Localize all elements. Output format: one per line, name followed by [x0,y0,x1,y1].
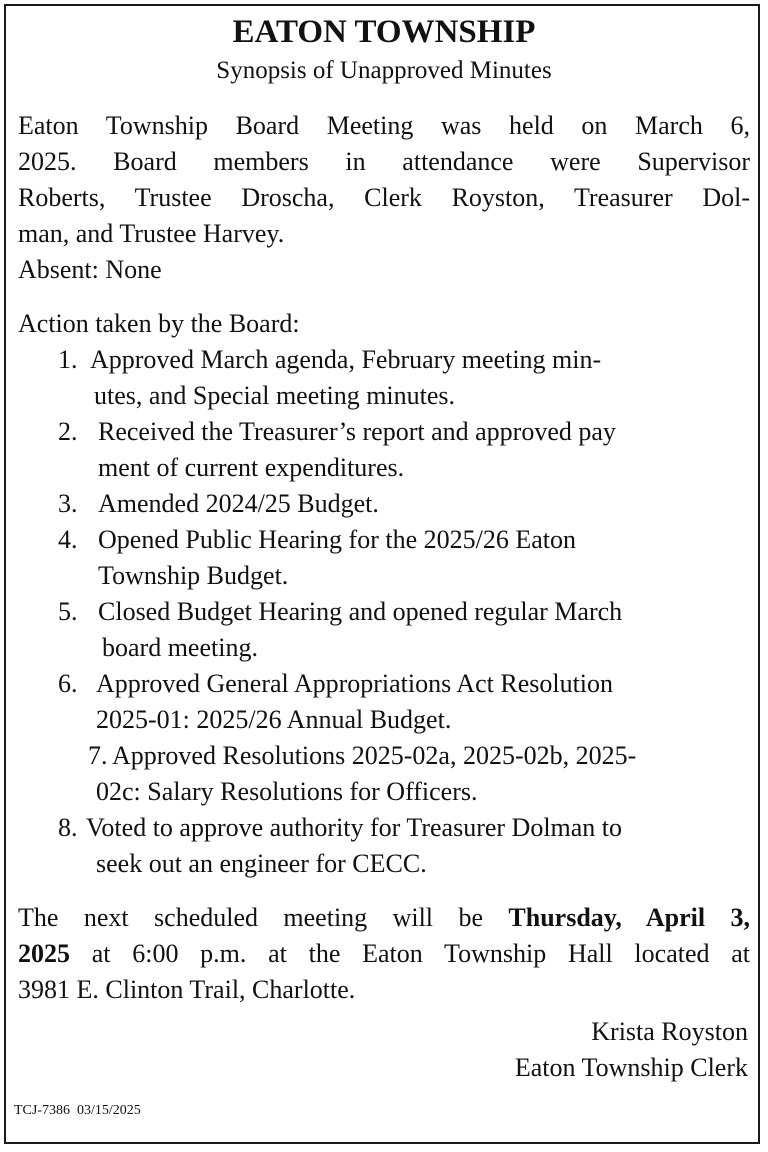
next-meeting-line [18,900,750,936]
action-item-text: Approved General Appropriations Act Resolution [96,669,614,698]
next-meeting-date: 2025 [18,939,70,968]
next-meeting-date: Thursday, April 3, [508,903,750,932]
action-item-text: utes, and Special meeting minutes. [94,381,456,410]
action-item-text: ment of current expenditures. [98,453,405,482]
action-item-text: Closed Budget Hearing and opened regular March [98,597,623,626]
action-item-text: 02c: Salary Resolutions for Officers. [96,777,478,806]
notice-code: TCJ-7386 [14,1103,70,1118]
notice-subtitle: Synopsis of Unapproved Minutes [216,57,552,84]
action-item-text: 2025-01: 2025/26 Annual Budget. [96,705,452,734]
action-item-text: seek out an engineer for CECC. [96,849,427,878]
next-meeting-line [18,936,750,972]
next-meeting-suffix: at 6:00 p.m. at the Eaton Township Hall located at [91,939,750,968]
actions-heading: Action taken by the Board: [18,309,300,338]
action-item-number: 8. [58,813,78,842]
notice-title: EATON TOWNSHIP [232,14,536,50]
action-item-text: Opened Public Hearing for the 2025/26 Eaton [98,525,576,554]
next-meeting-line: 3981 E. Clinton Trail, Charlotte. [18,975,356,1004]
action-item-number: 4. [58,525,78,554]
action-item-text: Approved Resolutions 2025-02a, 2025-02b, 2025- [112,741,637,770]
action-item-number: 6. [58,669,78,698]
next-meeting-prefix: The next scheduled meeting will be [18,903,483,932]
action-item-text: board meeting. [102,633,258,662]
action-item-text: Township Budget. [98,561,289,590]
signature-title: Eaton Township Clerk [514,1053,748,1082]
action-item-number: 2. [58,417,78,446]
absent-line: Absent: None [18,255,162,284]
action-item-number: 5. [58,597,78,626]
action-item-text: Voted to approve authority for Treasurer Dolman to [86,813,623,842]
action-item-number: 3. [58,489,78,518]
action-item-number: 7. [88,741,108,770]
summary-line: Roberts, Trustee Droscha, Clerk Royston, Treasurer Dol- [18,183,750,212]
action-item-text: Amended 2024/25 Budget. [98,489,379,518]
action-item-text: Received the Treasurer’s report and approved pay [98,417,616,446]
action-item-text: Approved March agenda, February meeting min- [90,345,602,374]
summary-line: man, and Trustee Harvey. [18,219,285,248]
signature-name: Krista Royston [591,1017,748,1046]
action-item-number: 1. [58,345,78,374]
notice-date: 03/15/2025 [77,1103,141,1118]
notice-footer [14,1102,141,1120]
summary-line: 2025. Board members in attendance were Supervisor [18,147,750,176]
summary-line: Eaton Township Board Meeting was held on March 6, [18,111,750,140]
